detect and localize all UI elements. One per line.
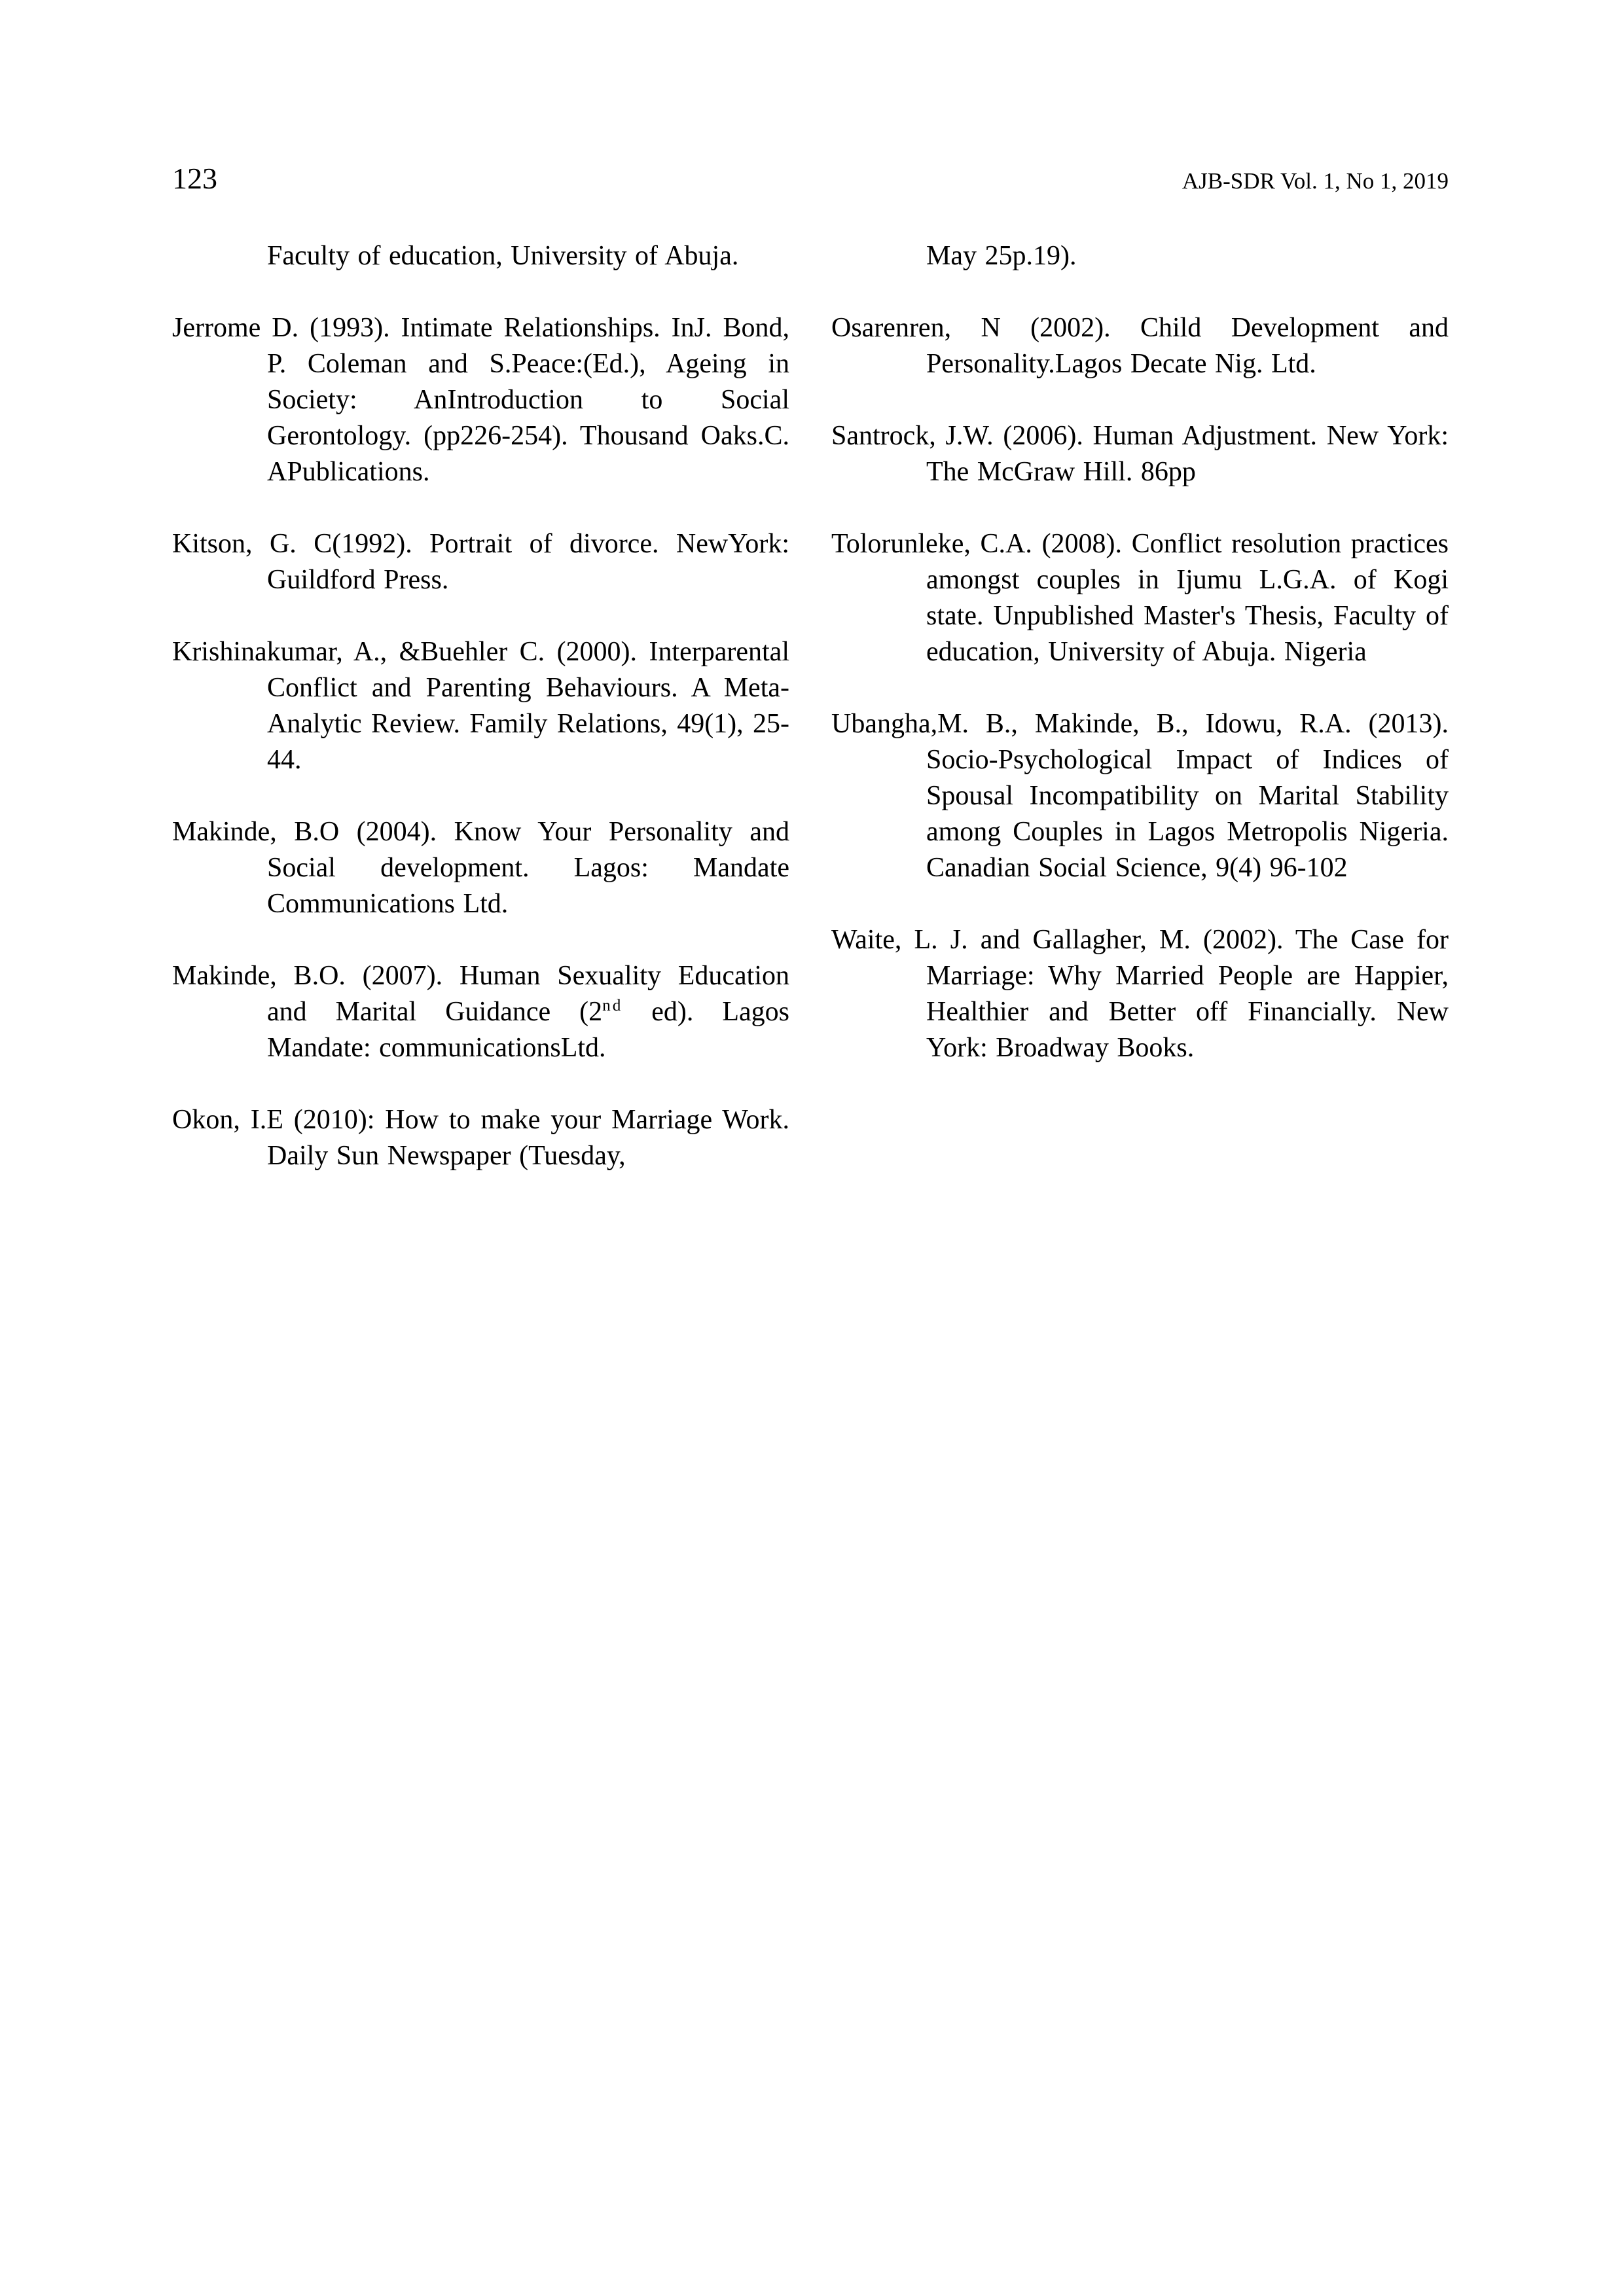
references-column-left (172, 238, 789, 1210)
reference-entry: Jerrome D. (1993). Intimate Relationships. InJ. Bond, P. Coleman and S.Peace:(Ed.), Ageing in Society: AnIntroduction to Social Gerontology. (pp226-254). Thousand Oaks.C. APublications. (172, 313, 789, 487)
reference-entry: Osarenren, N (2002). Child Development and Personality.Lagos Decate Nig. Ltd. (831, 313, 1449, 379)
reference-text: ed). Lagos Mandate: communicationsLtd. (267, 997, 789, 1063)
reference-entry: Ubangha,M. B., Makinde, B., Idowu, R.A. (2013). Socio-Psychological Impact of Indices of Spousal Incompatibility on Marital Stability among Couples in Lagos Metropolis Nigeria. Canadian Social Science, 9(4) 96-102 (831, 709, 1449, 883)
reference-continuation: May 25p.19). (926, 241, 1077, 271)
reference-entry: Santrock, J.W. (2006). Human Adjustment. New York: The McGraw Hill. 86pp (831, 421, 1449, 487)
reference-continuation: Faculty of education, University of Abuja. (267, 241, 739, 271)
reference-entry: Okon, I.E (2010): How to make your Marriage Work. Daily Sun Newspaper (Tuesday, (172, 1105, 789, 1171)
reference-entry: Krishinakumar, A., &Buehler C. (2000). Interparental Conflict and Parenting Behaviours. A Meta-Analytic Review. Family Relations, 49(1), 25-44. (172, 637, 789, 775)
reference-entry: Makinde, B.O (2004). Know Your Personality and Social development. Lagos: Mandate Communications Ltd. (172, 817, 789, 919)
references-column-right (831, 238, 1449, 1210)
reference-entry (172, 958, 789, 1066)
page-header (172, 164, 1449, 194)
reference-entry: Kitson, G. C(1992). Portrait of divorce. NewYork: Guildford Press. (172, 529, 789, 595)
page-number: 123 (172, 162, 217, 195)
reference-entry: Waite, L. J. and Gallagher, M. (2002). The Case for Marriage: Why Married People are Happier, Healthier and Better off Financially. New York: Broadway Books. (831, 925, 1449, 1063)
references-section (172, 238, 1449, 1210)
reference-entry: Tolorunleke, C.A. (2008). Conflict resolution practices amongst couples in Ijumu L.G.A. of Kogi state. Unpublished Master's Thesis, Faculty of education, University of Abuja. Nigeria (831, 529, 1449, 667)
journal-header: AJB-SDR Vol. 1, No 1, 2019 (1182, 168, 1449, 194)
superscript-ordinal: nd (602, 997, 623, 1014)
reference-text: Makinde, B.O. (2007). Human Sexuality Education and Marital Guidance (2 (172, 961, 789, 1027)
